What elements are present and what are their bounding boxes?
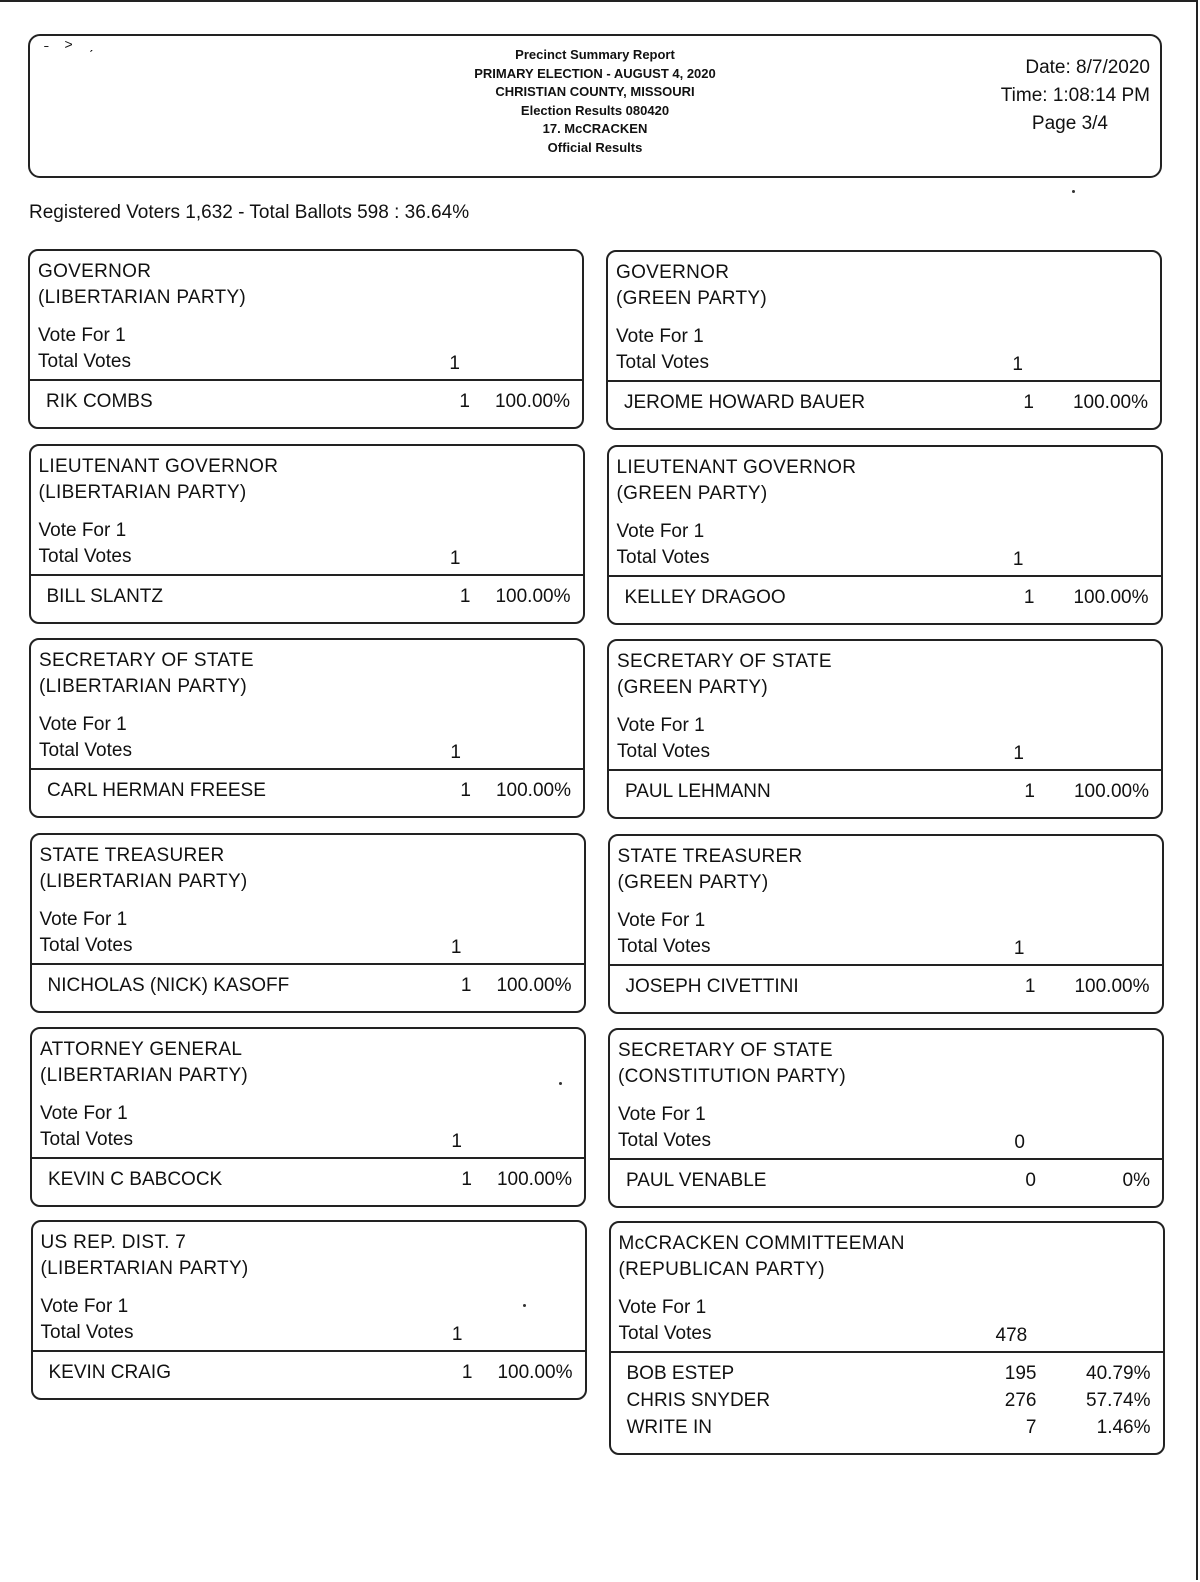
- contest-title: [616, 260, 767, 312]
- candidate-percent: 100.00%: [496, 975, 572, 996]
- contest-office: US REP. DIST. 7: [40, 1232, 187, 1253]
- candidate-votes: 276: [1004, 1390, 1037, 1411]
- candidate-row: [627, 1390, 1151, 1416]
- results-status: Official Results: [547, 139, 643, 155]
- candidate-percent: 100.00%: [1073, 587, 1149, 608]
- candidate-name: RIK COMBS: [46, 391, 153, 412]
- total-votes-value: 0: [1014, 1132, 1025, 1153]
- report-meta: [1001, 54, 1150, 138]
- total-votes-value: 1: [1013, 938, 1025, 959]
- total-votes-label: Total Votes: [40, 1129, 133, 1150]
- candidate-votes: 1: [1024, 976, 1036, 997]
- contest-divider: [608, 380, 1160, 382]
- contest-office: STATE TREASURER: [617, 846, 803, 867]
- total-votes-label: Total Votes: [618, 1130, 711, 1151]
- contest-office: SECRETARY OF STATE: [39, 650, 254, 671]
- contest-box: [30, 1027, 586, 1207]
- contest-party: (GREEN PARTY): [616, 288, 767, 309]
- candidate-percent: 40.79%: [1086, 1363, 1151, 1384]
- contest-title: [618, 844, 803, 896]
- candidate-row: [625, 781, 1149, 807]
- contest-divider: [609, 575, 1161, 577]
- candidate-votes: 1: [460, 975, 472, 996]
- vote-for-label: Vote For 1: [616, 326, 704, 347]
- vote-for-label: Vote For 1: [39, 714, 127, 735]
- contest-party: (GREEN PARTY): [616, 483, 768, 504]
- contest-title: [617, 455, 857, 507]
- contest-box: [609, 1221, 1165, 1455]
- results-id: Election Results 080420: [520, 102, 670, 118]
- scan-marks: ˗ ˃ ˏ: [44, 36, 100, 52]
- candidate-votes: 1: [1023, 392, 1034, 413]
- candidate-row: [626, 1170, 1150, 1196]
- candidate-name: KELLEY DRAGOO: [624, 587, 786, 608]
- candidate-row: [47, 586, 571, 612]
- contest-office: GOVERNOR: [38, 261, 152, 282]
- contest-title: [40, 843, 248, 895]
- contest-box: [28, 249, 584, 429]
- report-time: Time: 1:08:14 PM: [1000, 85, 1150, 106]
- contest-office: McCRACKEN COMMITTEEMAN: [618, 1233, 905, 1254]
- candidate-row: [48, 1169, 572, 1195]
- candidate-row: [627, 1417, 1151, 1443]
- candidate-row: [624, 392, 1148, 418]
- total-votes-label: Total Votes: [38, 351, 131, 372]
- candidate-name: JOSEPH CIVETTINI: [625, 976, 799, 997]
- candidate-percent: 100.00%: [495, 586, 571, 607]
- contest-party: (LIBERTARIAN PARTY): [40, 1065, 249, 1086]
- candidate-votes: 1: [460, 780, 471, 801]
- contest-box: [31, 1220, 587, 1400]
- contest-box: [606, 250, 1162, 430]
- report-header: [28, 34, 1162, 178]
- candidate-percent: 57.74%: [1086, 1390, 1151, 1411]
- candidate-name: WRITE IN: [626, 1417, 712, 1438]
- contest-office: GOVERNOR: [616, 262, 730, 283]
- total-votes-value: 478: [995, 1325, 1028, 1346]
- contest-divider: [31, 768, 583, 770]
- vote-for-label: Vote For 1: [617, 715, 705, 736]
- vote-for-label: Vote For 1: [618, 1104, 706, 1125]
- contest-party: (LIBERTARIAN PARTY): [38, 482, 247, 503]
- contest-box: [607, 639, 1163, 819]
- total-votes-value: 1: [451, 1324, 463, 1345]
- candidate-votes: 1: [1024, 781, 1035, 802]
- candidate-votes: 7: [1025, 1417, 1037, 1438]
- contest-box: [29, 638, 585, 818]
- total-votes-value: 1: [449, 353, 460, 374]
- total-votes-label: Total Votes: [616, 547, 710, 568]
- candidate-name: CARL HERMAN FREESE: [47, 780, 266, 801]
- contest-office: STATE TREASURER: [39, 845, 225, 866]
- scan-speck: [559, 1082, 562, 1085]
- contest-party: (LIBERTARIAN PARTY): [39, 676, 248, 697]
- candidate-percent: 100.00%: [495, 780, 571, 801]
- candidate-votes: 1: [459, 391, 470, 412]
- candidate-row: [626, 976, 1150, 1002]
- turnout-summary: Registered Voters 1,632 - Total Ballots 598 : 36.64%: [29, 202, 470, 223]
- contest-box: [30, 833, 586, 1013]
- scan-speck: [523, 1304, 526, 1307]
- candidate-votes: 195: [1004, 1363, 1037, 1384]
- candidate-name: KEVIN CRAIG: [48, 1362, 171, 1383]
- candidate-row: [625, 587, 1149, 613]
- candidate-percent: 100.00%: [1073, 781, 1149, 802]
- candidate-name: JEROME HOWARD BAUER: [624, 392, 866, 413]
- candidate-percent: 100.00%: [496, 1169, 572, 1190]
- candidate-row: [627, 1363, 1151, 1389]
- contest-divider: [31, 574, 583, 576]
- candidate-percent: 1.46%: [1096, 1417, 1151, 1438]
- contest-office: SECRETARY OF STATE: [617, 651, 832, 672]
- contest-office: SECRETARY OF STATE: [618, 1040, 833, 1061]
- total-votes-label: Total Votes: [617, 741, 710, 762]
- contest-divider: [30, 379, 582, 381]
- contest-office: LIEUTENANT GOVERNOR: [38, 456, 279, 477]
- candidate-name: PAUL VENABLE: [626, 1170, 767, 1191]
- contest-divider: [33, 1350, 585, 1352]
- vote-for-label: Vote For 1: [38, 325, 126, 346]
- candidate-votes: 1: [1023, 587, 1035, 608]
- total-votes-value: 1: [451, 1131, 462, 1152]
- contest-party: (CONSTITUTION PARTY): [618, 1066, 847, 1087]
- contest-divider: [609, 769, 1161, 771]
- candidate-percent: 100.00%: [1072, 392, 1148, 413]
- candidate-percent: 100.00%: [1074, 976, 1150, 997]
- total-votes-value: 1: [1013, 743, 1024, 764]
- vote-for-label: Vote For 1: [617, 910, 706, 931]
- contest-divider: [610, 964, 1162, 966]
- contest-box: [29, 444, 585, 624]
- total-votes-label: Total Votes: [618, 1323, 712, 1344]
- contest-party: (REPUBLICAN PARTY): [618, 1259, 825, 1280]
- report-title-block: [30, 46, 1160, 157]
- candidate-row: [47, 780, 571, 806]
- vote-for-label: Vote For 1: [40, 1103, 128, 1124]
- report-title: Precinct Summary Report: [515, 47, 675, 62]
- candidate-row: [46, 391, 570, 417]
- total-votes-label: Total Votes: [38, 546, 132, 567]
- contest-title: [39, 454, 279, 506]
- candidate-row: [48, 975, 572, 1001]
- vote-for-label: Vote For 1: [40, 1296, 129, 1317]
- candidate-votes: 1: [459, 586, 471, 607]
- contest-divider: [611, 1351, 1163, 1353]
- contest-title: [40, 1037, 248, 1089]
- total-votes-value: 1: [1012, 549, 1024, 570]
- total-votes-value: 1: [449, 548, 461, 569]
- vote-for-label: Vote For 1: [616, 521, 705, 542]
- contest-divider: [610, 1158, 1162, 1160]
- precinct-name: 17. McCRACKEN: [542, 121, 648, 136]
- candidate-percent: 100.00%: [494, 391, 570, 412]
- vote-for-label: Vote For 1: [39, 909, 128, 930]
- candidate-name: NICHOLAS (NICK) KASOFF: [47, 975, 290, 996]
- contest-box: [608, 1028, 1164, 1208]
- page-number: Page 3/4: [1031, 113, 1108, 134]
- contest-divider: [32, 1157, 584, 1159]
- vote-for-label: Vote For 1: [618, 1297, 707, 1318]
- contest-party: (GREEN PARTY): [617, 677, 768, 698]
- total-votes-label: Total Votes: [39, 935, 133, 956]
- report-date: Date: 8/7/2020: [1025, 57, 1150, 78]
- total-votes-value: 1: [1012, 354, 1023, 375]
- contest-party: (LIBERTARIAN PARTY): [39, 871, 248, 892]
- contest-divider: [32, 963, 584, 965]
- contest-party: (GREEN PARTY): [617, 872, 769, 893]
- contest-box: [607, 445, 1163, 625]
- candidate-votes: 0: [1025, 1170, 1036, 1191]
- scan-speck: [1072, 190, 1075, 193]
- candidate-name: BOB ESTEP: [626, 1363, 735, 1384]
- candidate-percent: 100.00%: [497, 1362, 573, 1383]
- candidate-name: BILL SLANTZ: [46, 586, 164, 607]
- candidate-votes: 1: [461, 1362, 473, 1383]
- contest-title: [38, 259, 246, 311]
- contest-title: [619, 1231, 905, 1283]
- total-votes-label: Total Votes: [39, 740, 132, 761]
- county-name: CHRISTIAN COUNTY, MISSOURI: [495, 84, 695, 99]
- candidate-percent: 0%: [1122, 1170, 1150, 1191]
- contest-title: [618, 1038, 846, 1090]
- total-votes-label: Total Votes: [40, 1322, 134, 1343]
- vote-for-label: Vote For 1: [38, 520, 127, 541]
- total-votes-label: Total Votes: [617, 936, 711, 957]
- contest-title: [39, 648, 254, 700]
- contest-party: (LIBERTARIAN PARTY): [38, 287, 247, 308]
- contest-office: ATTORNEY GENERAL: [40, 1039, 243, 1060]
- contest-office: LIEUTENANT GOVERNOR: [616, 457, 857, 478]
- total-votes-value: 1: [450, 742, 461, 763]
- candidate-row: [49, 1362, 573, 1388]
- candidate-name: PAUL LEHMANN: [625, 781, 771, 802]
- election-name: PRIMARY ELECTION - AUGUST 4, 2020: [474, 65, 716, 81]
- contest-box: [608, 834, 1164, 1014]
- candidate-votes: 1: [461, 1169, 472, 1190]
- contest-title: [41, 1230, 249, 1282]
- contest-party: (LIBERTARIAN PARTY): [40, 1258, 249, 1279]
- total-votes-label: Total Votes: [616, 352, 709, 373]
- total-votes-value: 1: [450, 937, 462, 958]
- contest-title: [617, 649, 832, 701]
- candidate-name: CHRIS SNYDER: [626, 1390, 771, 1411]
- candidate-name: KEVIN C BABCOCK: [48, 1169, 223, 1190]
